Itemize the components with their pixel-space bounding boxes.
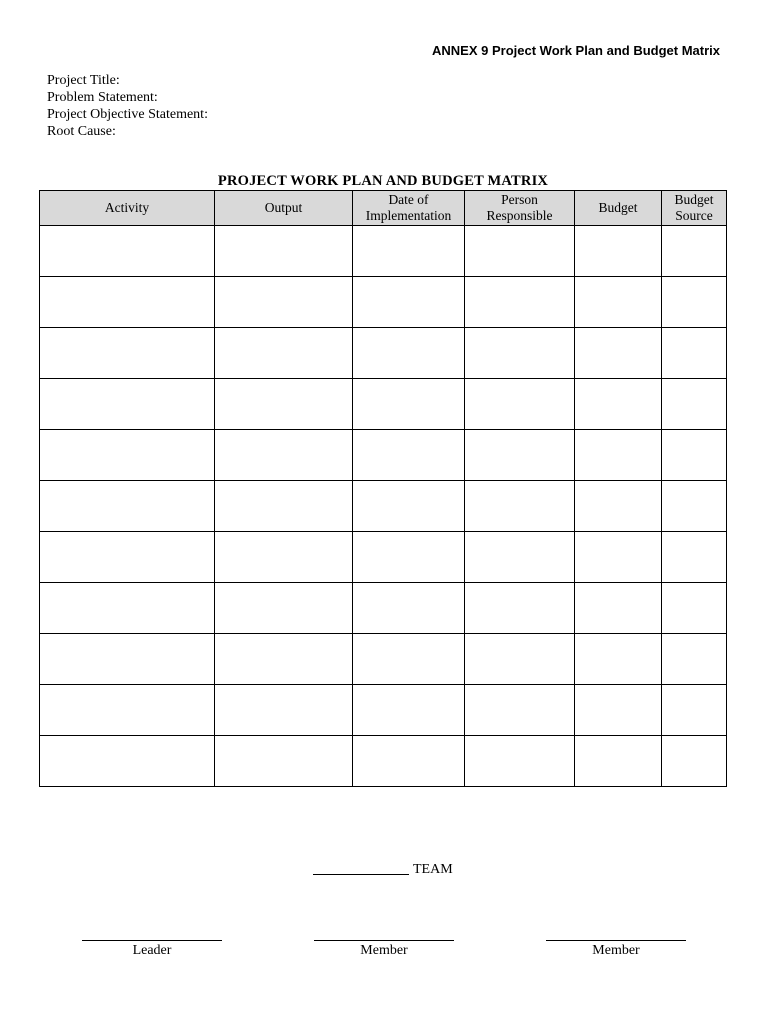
table-row (40, 226, 727, 277)
table-cell[interactable] (215, 481, 353, 532)
table-cell[interactable] (215, 532, 353, 583)
table-cell[interactable] (215, 583, 353, 634)
project-fields (47, 72, 208, 140)
table-cell[interactable] (215, 379, 353, 430)
table-cell[interactable] (465, 583, 575, 634)
annex-header: ANNEX 9 Project Work Plan and Budget Matrix (432, 43, 720, 58)
table-cell[interactable] (575, 226, 662, 277)
table-cell[interactable] (575, 430, 662, 481)
table-cell[interactable] (215, 430, 353, 481)
table-cell[interactable] (40, 430, 215, 481)
table-cell[interactable] (40, 583, 215, 634)
team-name-blank[interactable] (313, 874, 409, 875)
table-cell[interactable] (215, 736, 353, 787)
table-cell[interactable] (215, 685, 353, 736)
table-row (40, 277, 727, 328)
table-cell[interactable] (662, 277, 727, 328)
signature-leader[interactable]: Leader (82, 940, 222, 959)
table-cell[interactable] (353, 685, 465, 736)
table-cell[interactable] (215, 634, 353, 685)
table-cell[interactable] (465, 634, 575, 685)
table-cell[interactable] (662, 481, 727, 532)
table-header-row (40, 191, 727, 226)
table-row (40, 481, 727, 532)
table-row (40, 634, 727, 685)
root-cause-label: Root Cause: (47, 124, 116, 139)
table-cell[interactable] (662, 685, 727, 736)
table-cell[interactable] (465, 226, 575, 277)
table-row (40, 685, 727, 736)
table-cell[interactable] (575, 634, 662, 685)
table-cell[interactable] (662, 328, 727, 379)
column-header-person-responsible: Person Responsible (465, 191, 575, 226)
table-row (40, 583, 727, 634)
project-title-label: Project Title: (47, 73, 120, 88)
table-cell[interactable] (662, 532, 727, 583)
table-cell[interactable] (465, 379, 575, 430)
table-cell[interactable] (215, 328, 353, 379)
table-row (40, 328, 727, 379)
team-label: TEAM (413, 862, 453, 877)
table-cell[interactable] (353, 634, 465, 685)
table-cell[interactable] (215, 226, 353, 277)
table-row (40, 430, 727, 481)
table-body (40, 226, 727, 787)
table-cell[interactable] (40, 532, 215, 583)
table-row (40, 736, 727, 787)
table-cell[interactable] (662, 634, 727, 685)
work-plan-table (39, 190, 727, 787)
column-header-activity: Activity (40, 191, 215, 226)
table-cell[interactable] (465, 481, 575, 532)
table-row (40, 532, 727, 583)
matrix-title: PROJECT WORK PLAN AND BUDGET MATRIX (217, 173, 549, 189)
table-cell[interactable] (465, 430, 575, 481)
column-header-output: Output (215, 191, 353, 226)
table-cell[interactable] (465, 736, 575, 787)
table-cell[interactable] (662, 430, 727, 481)
column-header-date-of-implementation: Date of Implementation (353, 191, 465, 226)
table-cell[interactable] (575, 328, 662, 379)
table-cell[interactable] (353, 226, 465, 277)
table-cell[interactable] (40, 379, 215, 430)
table-cell[interactable] (353, 481, 465, 532)
project-objective-statement-label: Project Objective Statement: (47, 107, 208, 122)
table-cell[interactable] (40, 481, 215, 532)
table-cell[interactable] (465, 532, 575, 583)
table-cell[interactable] (353, 277, 465, 328)
table-cell[interactable] (40, 277, 215, 328)
signature-member-1[interactable]: Member (314, 940, 454, 959)
table-cell[interactable] (353, 430, 465, 481)
table-cell[interactable] (40, 736, 215, 787)
table-cell[interactable] (662, 583, 727, 634)
table-cell[interactable] (353, 379, 465, 430)
table-cell[interactable] (40, 328, 215, 379)
team-line (313, 862, 453, 878)
table-cell[interactable] (575, 685, 662, 736)
table-cell[interactable] (215, 277, 353, 328)
column-header-budget-source: Budget Source (662, 191, 727, 226)
table-row (40, 379, 727, 430)
table-cell[interactable] (40, 685, 215, 736)
table-cell[interactable] (575, 379, 662, 430)
table-cell[interactable] (662, 379, 727, 430)
table-cell[interactable] (575, 277, 662, 328)
table-cell[interactable] (353, 532, 465, 583)
table-cell[interactable] (575, 583, 662, 634)
table-cell[interactable] (40, 226, 215, 277)
table-cell[interactable] (353, 583, 465, 634)
table-cell[interactable] (575, 736, 662, 787)
signature-member-2[interactable]: Member (546, 940, 686, 959)
table-cell[interactable] (353, 736, 465, 787)
table-cell[interactable] (465, 685, 575, 736)
table-cell[interactable] (662, 226, 727, 277)
problem-statement-label: Problem Statement: (47, 90, 158, 105)
table-cell[interactable] (575, 481, 662, 532)
table-cell[interactable] (575, 532, 662, 583)
table-cell[interactable] (465, 277, 575, 328)
column-header-budget: Budget (575, 191, 662, 226)
table-cell[interactable] (353, 328, 465, 379)
table-cell[interactable] (662, 736, 727, 787)
table-cell[interactable] (465, 328, 575, 379)
table-cell[interactable] (40, 634, 215, 685)
